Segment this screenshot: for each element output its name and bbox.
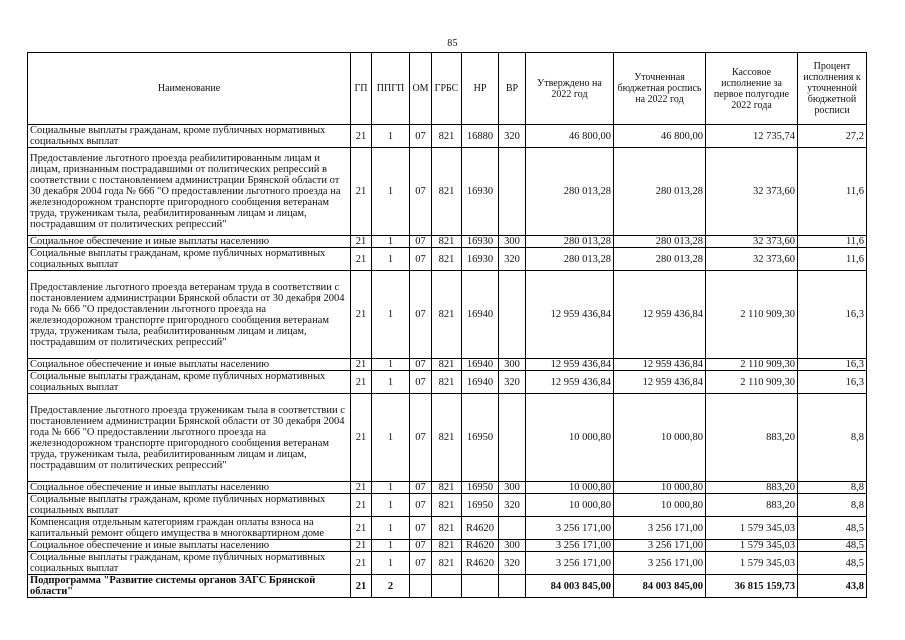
cell-refined: 84 003 845,00 <box>614 575 706 598</box>
cell-percent: 48,5 <box>798 540 867 552</box>
cell-np: R4620 <box>462 517 499 540</box>
cell-gp: 21 <box>351 494 372 517</box>
cell-om: 07 <box>410 248 432 271</box>
cell-np: 16950 <box>462 394 499 482</box>
cell-grbs: 821 <box>432 271 462 359</box>
cell-vr: 300 <box>499 482 526 494</box>
cell-percent: 8,8 <box>798 482 867 494</box>
cell-ppgp: 2 <box>372 575 410 598</box>
cell-ppgp: 1 <box>372 148 410 236</box>
cell-gp: 21 <box>351 371 372 394</box>
cell-cash: 32 373,60 <box>706 236 798 248</box>
cell-name: Социальное обеспечение и иные выплаты населению <box>28 359 351 371</box>
cell-refined: 3 256 171,00 <box>614 552 706 575</box>
cell-vr: 320 <box>499 125 526 148</box>
cell-grbs: 821 <box>432 482 462 494</box>
cell-grbs: 821 <box>432 494 462 517</box>
cell-np: 16940 <box>462 371 499 394</box>
cell-gp: 21 <box>351 517 372 540</box>
cell-ppgp: 1 <box>372 494 410 517</box>
cell-gp: 21 <box>351 148 372 236</box>
cell-approved: 280 013,28 <box>526 248 614 271</box>
cell-percent: 11,6 <box>798 148 867 236</box>
cell-vr: 300 <box>499 359 526 371</box>
cell-cash: 1 579 345,03 <box>706 552 798 575</box>
cell-grbs: 821 <box>432 125 462 148</box>
cell-np: 16940 <box>462 271 499 359</box>
table-row <box>28 125 867 148</box>
cell-percent: 11,6 <box>798 236 867 248</box>
cell-grbs: 821 <box>432 248 462 271</box>
budget-table <box>27 52 867 598</box>
cell-gp: 21 <box>351 271 372 359</box>
cell-ppgp: 1 <box>372 248 410 271</box>
cell-grbs: 821 <box>432 359 462 371</box>
cell-refined: 12 959 436,84 <box>614 371 706 394</box>
table-row <box>28 236 867 248</box>
cell-np: 16880 <box>462 125 499 148</box>
table-row <box>28 248 867 271</box>
table-row <box>28 517 867 540</box>
cell-np: R4620 <box>462 552 499 575</box>
table-row <box>28 552 867 575</box>
cell-refined: 280 013,28 <box>614 236 706 248</box>
header-om: ОМ <box>410 53 432 125</box>
cell-vr: 300 <box>499 540 526 552</box>
header-np: НР <box>462 53 499 125</box>
cell-vr <box>499 575 526 598</box>
cell-np: R4620 <box>462 540 499 552</box>
cell-gp: 21 <box>351 359 372 371</box>
cell-percent: 8,8 <box>798 494 867 517</box>
cell-vr <box>499 517 526 540</box>
cell-om: 07 <box>410 552 432 575</box>
table-row <box>28 540 867 552</box>
cell-approved: 12 959 436,84 <box>526 371 614 394</box>
cell-refined: 12 959 436,84 <box>614 359 706 371</box>
header-ppgp: ППГП <box>372 53 410 125</box>
page-number: 85 <box>447 38 458 49</box>
header-refined: Уточненная бюджетная роспись на 2022 год <box>614 53 706 125</box>
header-approved: Утверждено на 2022 год <box>526 53 614 125</box>
cell-ppgp: 1 <box>372 540 410 552</box>
cell-refined: 46 800,00 <box>614 125 706 148</box>
header-vr: ВР <box>499 53 526 125</box>
cell-vr <box>499 148 526 236</box>
cell-om <box>410 575 432 598</box>
cell-om: 07 <box>410 271 432 359</box>
cell-name: Социальное обеспечение и иные выплаты населению <box>28 236 351 248</box>
cell-om: 07 <box>410 236 432 248</box>
cell-approved: 10 000,80 <box>526 482 614 494</box>
cell-cash: 1 579 345,03 <box>706 540 798 552</box>
cell-gp: 21 <box>351 540 372 552</box>
cell-refined: 280 013,28 <box>614 248 706 271</box>
cell-cash: 36 815 159,73 <box>706 575 798 598</box>
cell-percent: 16,3 <box>798 371 867 394</box>
cell-approved: 46 800,00 <box>526 125 614 148</box>
cell-approved: 280 013,28 <box>526 148 614 236</box>
cell-approved: 280 013,28 <box>526 236 614 248</box>
cell-gp: 21 <box>351 482 372 494</box>
cell-percent: 48,5 <box>798 517 867 540</box>
cell-ppgp: 1 <box>372 271 410 359</box>
cell-percent: 16,3 <box>798 359 867 371</box>
table-row <box>28 271 867 359</box>
cell-grbs: 821 <box>432 540 462 552</box>
cell-approved: 3 256 171,00 <box>526 540 614 552</box>
cell-ppgp: 1 <box>372 482 410 494</box>
table-row <box>28 359 867 371</box>
cell-grbs: 821 <box>432 148 462 236</box>
cell-vr <box>499 271 526 359</box>
cell-name: Социальные выплаты гражданам, кроме публичных нормативных социальных выплат <box>28 494 351 517</box>
cell-np: 16950 <box>462 482 499 494</box>
cell-vr: 320 <box>499 371 526 394</box>
cell-om: 07 <box>410 482 432 494</box>
cell-cash: 883,20 <box>706 482 798 494</box>
cell-vr: 320 <box>499 248 526 271</box>
cell-om: 07 <box>410 494 432 517</box>
cell-vr <box>499 394 526 482</box>
cell-grbs: 821 <box>432 517 462 540</box>
cell-np: 16930 <box>462 248 499 271</box>
header-percent: Процент исполнения к уточненной бюджетной росписи <box>798 53 867 125</box>
cell-ppgp: 1 <box>372 371 410 394</box>
cell-percent: 8,8 <box>798 394 867 482</box>
cell-refined: 10 000,80 <box>614 482 706 494</box>
cell-refined: 3 256 171,00 <box>614 517 706 540</box>
cell-ppgp: 1 <box>372 394 410 482</box>
cell-cash: 883,20 <box>706 394 798 482</box>
cell-percent: 16,3 <box>798 271 867 359</box>
cell-name: Социальные выплаты гражданам, кроме публичных нормативных социальных выплат <box>28 371 351 394</box>
cell-gp: 21 <box>351 394 372 482</box>
header-grbs: ГРБС <box>432 53 462 125</box>
cell-om: 07 <box>410 371 432 394</box>
cell-cash: 883,20 <box>706 494 798 517</box>
cell-gp: 21 <box>351 125 372 148</box>
cell-approved: 3 256 171,00 <box>526 552 614 575</box>
cell-om: 07 <box>410 148 432 236</box>
cell-gp: 21 <box>351 575 372 598</box>
cell-refined: 10 000,80 <box>614 394 706 482</box>
cell-ppgp: 1 <box>372 236 410 248</box>
cell-vr: 300 <box>499 236 526 248</box>
cell-cash: 12 735,74 <box>706 125 798 148</box>
cell-approved: 84 003 845,00 <box>526 575 614 598</box>
cell-ppgp: 1 <box>372 552 410 575</box>
cell-grbs: 821 <box>432 394 462 482</box>
cell-ppgp: 1 <box>372 517 410 540</box>
cell-om: 07 <box>410 517 432 540</box>
cell-om: 07 <box>410 540 432 552</box>
cell-approved: 3 256 171,00 <box>526 517 614 540</box>
cell-name: Компенсация отдельным категориям граждан оплаты взноса на капитальный ремонт общего имущества в многоквартирном доме <box>28 517 351 540</box>
cell-om: 07 <box>410 125 432 148</box>
cell-grbs: 821 <box>432 371 462 394</box>
cell-name: Предоставление льготного проезда ветеранам труда в соответствии с постановлением администрации Брянской области от 30 декабря 2004 года № 666 "О предоставлении льготного проезда на железнодорожном транспорте пригородного сообщения ветеранам труда, труженикам тыла, реабилитированным лицам и лицам, пострадавшим от политических репрессий" <box>28 271 351 359</box>
cell-cash: 32 373,60 <box>706 248 798 271</box>
cell-refined: 12 959 436,84 <box>614 271 706 359</box>
header-name: Наименование <box>28 53 351 125</box>
table-row <box>28 148 867 236</box>
cell-percent: 27,2 <box>798 125 867 148</box>
cell-ppgp: 1 <box>372 125 410 148</box>
table-row <box>28 482 867 494</box>
cell-name: Социальные выплаты гражданам, кроме публичных нормативных социальных выплат <box>28 125 351 148</box>
cell-gp: 21 <box>351 552 372 575</box>
cell-ppgp: 1 <box>372 359 410 371</box>
cell-name: Подпрограмма "Развитие системы органов ЗАГС Брянской области" <box>28 575 351 598</box>
cell-cash: 2 110 909,30 <box>706 371 798 394</box>
header-gp: ГП <box>351 53 372 125</box>
cell-approved: 12 959 436,84 <box>526 359 614 371</box>
cell-om: 07 <box>410 359 432 371</box>
cell-name: Социальное обеспечение и иные выплаты населению <box>28 540 351 552</box>
table-row <box>28 494 867 517</box>
cell-grbs: 821 <box>432 236 462 248</box>
cell-refined: 280 013,28 <box>614 148 706 236</box>
cell-gp: 21 <box>351 236 372 248</box>
header-row <box>28 53 867 125</box>
cell-np: 16930 <box>462 236 499 248</box>
cell-vr: 320 <box>499 552 526 575</box>
cell-percent: 48,5 <box>798 552 867 575</box>
table-row <box>28 371 867 394</box>
cell-gp: 21 <box>351 248 372 271</box>
cell-vr: 320 <box>499 494 526 517</box>
table-row <box>28 575 867 598</box>
cell-name: Социальные выплаты гражданам, кроме публичных нормативных социальных выплат <box>28 552 351 575</box>
cell-percent: 11,6 <box>798 248 867 271</box>
cell-grbs: 821 <box>432 552 462 575</box>
cell-np <box>462 575 499 598</box>
cell-approved: 10 000,80 <box>526 494 614 517</box>
table-row <box>28 394 867 482</box>
cell-name: Социальное обеспечение и иные выплаты населению <box>28 482 351 494</box>
cell-grbs <box>432 575 462 598</box>
cell-approved: 10 000,80 <box>526 394 614 482</box>
cell-percent: 43,8 <box>798 575 867 598</box>
cell-cash: 32 373,60 <box>706 148 798 236</box>
cell-refined: 3 256 171,00 <box>614 540 706 552</box>
cell-om: 07 <box>410 394 432 482</box>
cell-cash: 1 579 345,03 <box>706 517 798 540</box>
cell-np: 16930 <box>462 148 499 236</box>
cell-cash: 2 110 909,30 <box>706 271 798 359</box>
cell-np: 16950 <box>462 494 499 517</box>
cell-refined: 10 000,80 <box>614 494 706 517</box>
cell-name: Социальные выплаты гражданам, кроме публичных нормативных социальных выплат <box>28 248 351 271</box>
cell-approved: 12 959 436,84 <box>526 271 614 359</box>
cell-np: 16940 <box>462 359 499 371</box>
cell-name: Предоставление льготного проезда реабилитированным лицам и лицам, признанным пострадавшими от политических репрессий в соответствии с постановлением администрации Брянской области от 30 декабря 2004 года № 666 "О предоставлении льготного проезда на железнодорожном транспорте пригородного сообщения ветеранам труда, труженикам тыла, реабилитированным лицам и лицам, пострадавшим от политических репрессий" <box>28 148 351 236</box>
cell-cash: 2 110 909,30 <box>706 359 798 371</box>
cell-name: Предоставление льготного проезда труженикам тыла в соответствии с постановлением администрации Брянской области от 30 декабря 2004 года № 666 "О предоставлении льготного проезда на железнодорожном транспорте пригородного сообщения ветеранам труда, труженикам тыла, реабилитированным лицам и лицам, пострадавшим от политических репрессий" <box>28 394 351 482</box>
header-cash: Кассовое исполнение за первое полугодие 2022 года <box>706 53 798 125</box>
